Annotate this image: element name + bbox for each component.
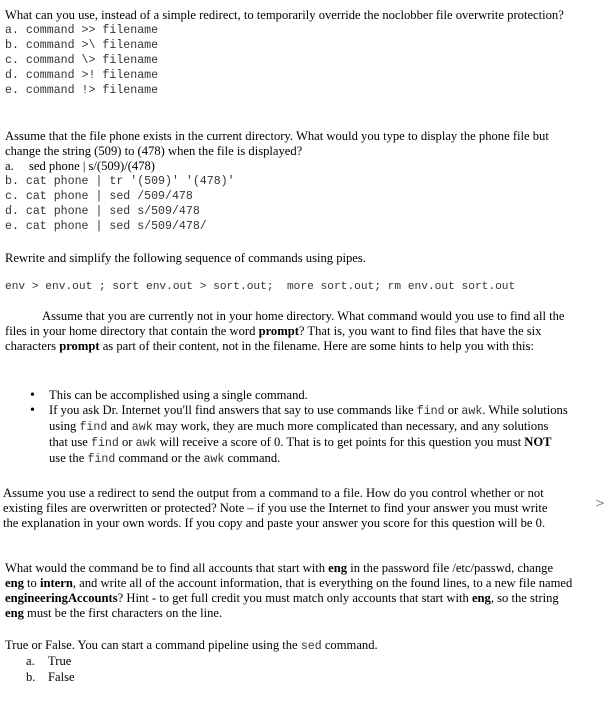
- text-segment: use the: [49, 451, 88, 465]
- text-segment: must be the first characters on the line.: [23, 606, 223, 620]
- text-segment: to: [23, 576, 40, 590]
- option-a-letter: a.: [5, 159, 14, 173]
- code-word: awk: [461, 405, 483, 418]
- option-label: False: [48, 670, 75, 684]
- text-segment: True or False. You can start a command pipeline using the: [5, 638, 301, 652]
- text-segment: Assume that you are currently not in your home directory. What command would you use to find all the files in your home directory that contain the word: [5, 309, 565, 338]
- bold-word: eng: [471, 591, 491, 605]
- question-tf-prompt: [5, 638, 575, 654]
- option-b: b. command >\ filename: [5, 39, 159, 52]
- text-segment: ? Hint - to get full credit you must match only accounts that start with: [117, 591, 472, 605]
- question-pipes: [5, 251, 575, 266]
- text-segment: command.: [321, 638, 378, 652]
- question-noclobber: [5, 8, 575, 98]
- code-word: find: [87, 453, 116, 466]
- text-segment: or: [444, 403, 462, 417]
- question-redirect-prompt: Assume you use a redirect to send the output from a command to a file. How do you control whether or not existing files are overwritten or protected? Note – if you use the Internet to find your answer you must write the explanation in your own words. If you copy and paste your answer you score for this question will be 0.: [3, 486, 548, 530]
- question-passwd-sed: [5, 561, 575, 621]
- text-segment: ? That is, you want to find files that have the six characters: [5, 324, 542, 353]
- bold-word: eng: [328, 561, 348, 575]
- code-word: awk: [203, 453, 225, 466]
- option-e: e. cat phone | sed s/509/478/: [5, 220, 207, 233]
- text-segment: What would the command be to find all accounts that start with: [5, 561, 329, 575]
- text-segment: , so the string: [490, 591, 559, 605]
- bold-word: prompt: [258, 324, 299, 338]
- option-e: e. command !> filename: [5, 84, 159, 97]
- text-segment: may work, they are much more complicated than necessary, and any solutions that use: [49, 419, 549, 449]
- code-word: sed: [300, 640, 322, 653]
- option-d: d. command >! filename: [5, 69, 159, 82]
- text-segment: command or the: [115, 451, 204, 465]
- hint-item: [30, 403, 570, 467]
- text-segment: command.: [224, 451, 281, 465]
- question-passwd-prompt: [5, 561, 575, 621]
- text-segment: or: [118, 435, 136, 449]
- text-segment: . While solutions using: [49, 403, 568, 433]
- option-a: a. command >> filename: [5, 24, 159, 37]
- option-label: True: [48, 654, 72, 668]
- bold-word: engineeringAccounts: [5, 591, 118, 605]
- option-letter: a.: [26, 654, 35, 668]
- hint-list: [30, 388, 570, 467]
- text-segment: as part of their content, not in the filename. Here are some hints to help you with this:: [99, 339, 534, 353]
- bold-word: NOT: [524, 435, 552, 449]
- bold-word: eng: [5, 606, 24, 620]
- code-word: awk: [135, 437, 157, 450]
- option-false: [26, 670, 75, 685]
- option-true: [26, 654, 71, 669]
- bold-word: prompt: [59, 339, 100, 353]
- option-letter: b.: [26, 670, 36, 684]
- bold-word: eng: [5, 576, 24, 590]
- option-d: d. cat phone | sed s/509/478: [5, 205, 200, 218]
- question-noclobber-prompt: What can you use, instead of a simple redirect, to temporarily override the noclobber file overwrite protection?: [5, 8, 564, 22]
- question-redirect-control: [3, 486, 565, 531]
- code-word: find: [416, 405, 445, 418]
- code-word: awk: [131, 421, 153, 434]
- question-phone-sed: [5, 129, 575, 234]
- question-true-false: [5, 638, 575, 654]
- text-segment: in the password file /etc/passwd, change: [347, 561, 554, 575]
- question-find-prompt: [5, 309, 575, 354]
- bold-word: intern: [39, 576, 73, 590]
- code-word: find: [90, 437, 119, 450]
- collapse-marker-icon: >: [595, 496, 606, 510]
- option-a-text: sed phone | s/(509)/(478): [29, 159, 155, 173]
- question-pipes-prompt: Rewrite and simplify the following sequence of commands using pipes.: [5, 251, 366, 265]
- text-segment: and: [107, 419, 132, 433]
- code-word: find: [79, 421, 108, 434]
- option-a: [5, 159, 575, 174]
- hint-item: • This can be accomplished using a single command.: [30, 388, 570, 403]
- option-b: b. cat phone | tr '(509)' '(478)': [5, 175, 235, 188]
- option-c: c. cat phone | sed /509/478: [5, 190, 193, 203]
- option-c: c. command \> filename: [5, 54, 159, 67]
- text-segment: will receive a score of 0. That is to get points for this question you must: [156, 435, 525, 449]
- text-segment: , and write all of the account information, that is everything on the found lines, to a new file named: [72, 576, 573, 590]
- text-segment: If you ask Dr. Internet you'll find answers that say to use commands like: [49, 403, 417, 417]
- question-find-prompt-text: [5, 309, 575, 354]
- question-phone-prompt: Assume that the file phone exists in the current directory. What would you type to display the phone file but change the string (509) to (478) when the file is displayed?: [5, 129, 549, 158]
- code-sequence: env > env.out ; sort env.out > sort.out; more sort.out; rm env.out sort.out: [5, 281, 516, 293]
